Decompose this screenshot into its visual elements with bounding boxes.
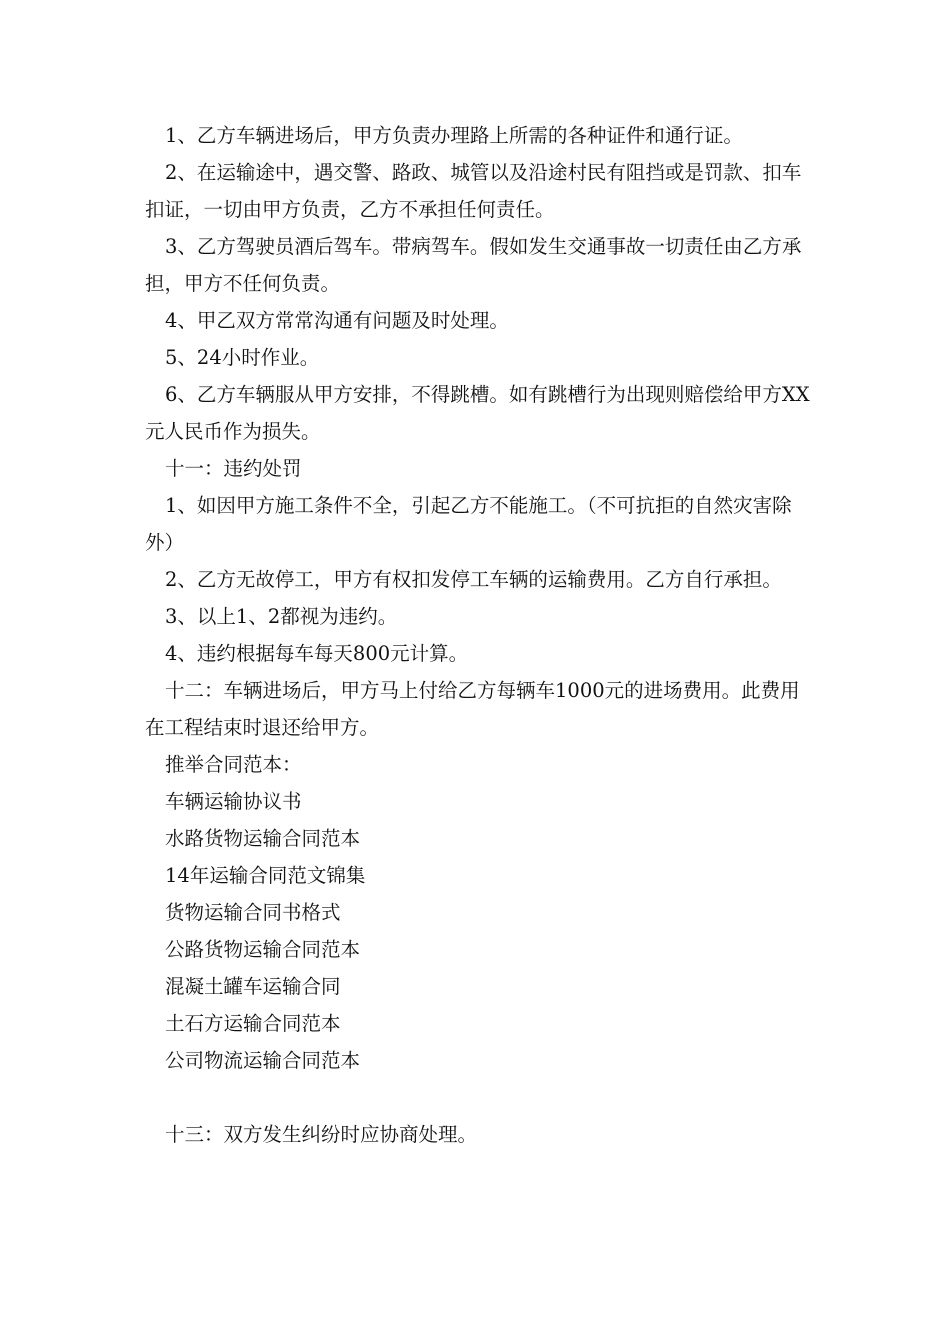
recommendation-heading: 推举合同范本： [165, 753, 302, 776]
recommended-link: 车辆运输协议书 [165, 790, 302, 813]
paragraph: 1、如因甲方施工条件不全，引起乙方不能施工。（不可抗拒的自然灾害除外） [145, 494, 792, 554]
section-heading-11: 十一：违约处罚 [165, 457, 302, 480]
paragraph: 6、乙方车辆服从甲方安排，不得跳槽。如有跳槽行为出现则赔偿给甲方XX元人民币作为损失。 [145, 383, 810, 443]
paragraph: 4、违约根据每车每天800元计算。 [165, 642, 469, 665]
section-heading-13: 十三：双方发生纠纷时应协商处理。 [165, 1123, 478, 1146]
document-body [145, 117, 810, 1153]
paragraph: 1、乙方车辆进场后，甲方负责办理路上所需的各种证件和通行证。 [165, 124, 743, 147]
recommended-link: 土石方运输合同范本 [165, 1012, 341, 1035]
section-heading-12: 十二：车辆进场后，甲方马上付给乙方每辆车1000元的进场费用。此费用在工程结束时退还给甲方。 [145, 679, 800, 739]
blank-line [145, 1079, 810, 1116]
recommended-link: 14年运输合同范文锦集 [165, 864, 366, 887]
paragraph: 5、24小时作业。 [165, 346, 320, 369]
recommended-link: 货物运输合同书格式 [165, 901, 341, 924]
recommended-link: 混凝土罐车运输合同 [165, 975, 341, 998]
paragraph: 3、以上1、2都视为违约。 [165, 605, 398, 628]
paragraph: 2、在运输途中，遇交警、路政、城管以及沿途村民有阻挡或是罚款、扣车扣证，一切由甲方负责，乙方不承担任何责任。 [145, 161, 802, 221]
paragraph: 2、乙方无故停工，甲方有权扣发停工车辆的运输费用。乙方自行承担。 [165, 568, 782, 591]
recommended-link: 公司物流运输合同范本 [165, 1049, 361, 1072]
paragraph: 4、甲乙双方常常沟通有问题及时处理。 [165, 309, 509, 332]
paragraph: 3、乙方驾驶员酒后驾车。带病驾车。假如发生交通事故一切责任由乙方承担，甲方不任何负责。 [145, 235, 802, 295]
recommended-link: 公路货物运输合同范本 [165, 938, 361, 961]
recommended-link: 水路货物运输合同范本 [165, 827, 361, 850]
